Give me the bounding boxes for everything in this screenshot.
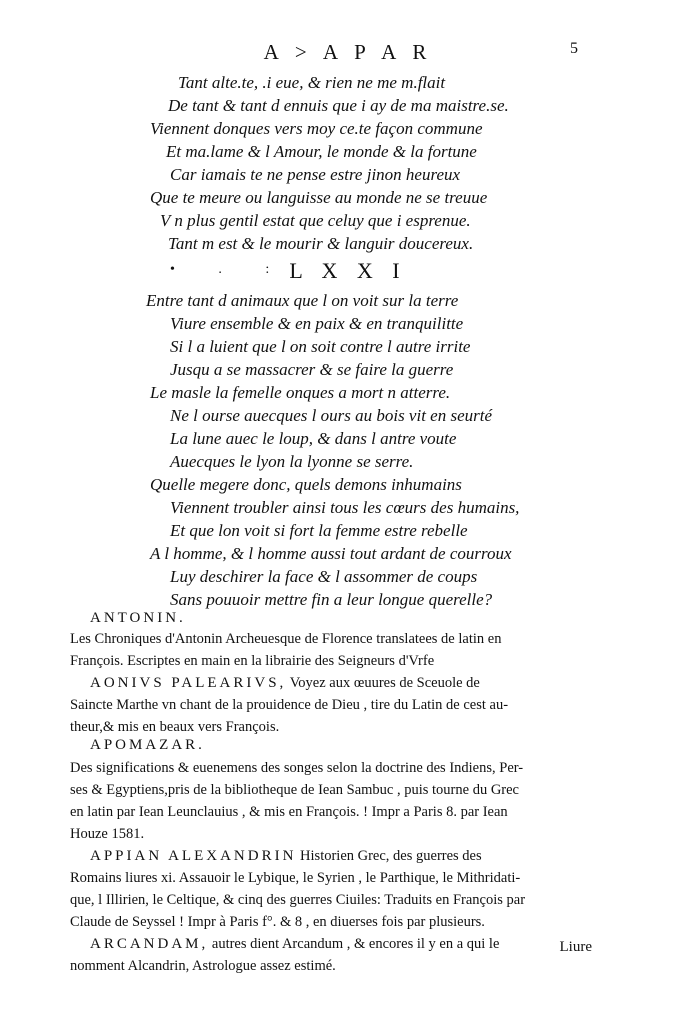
verse-line: Entre tant d animaux que l on voit sur la terre <box>146 291 459 310</box>
entry-heading-antonin: ANTONIN. <box>90 610 186 626</box>
verse-line: Tant alte.te, .i eue, & rien ne me m.flait <box>178 73 446 92</box>
page-mark: 5 <box>570 40 578 57</box>
verse-line: Viennent donques vers moy ce.te façon commune <box>150 119 483 138</box>
section-ornament: • . : <box>170 262 290 277</box>
prose-line: François. Escriptes en main en la librairie des Seigneurs d'Vrfe <box>70 653 435 669</box>
verse-line: Car iamais te ne pense estre jinon heureux <box>170 165 461 184</box>
prose-line: autres dient Arcandum , & encores il y en a qui le <box>211 936 500 952</box>
verse-line: Tant m est & le mourir & languir doucereux. <box>168 234 474 253</box>
entry-heading-apomazar: APOMAZAR. <box>90 737 205 753</box>
verse-line: Et que lon voit si fort la femme estre rebelle <box>170 521 468 540</box>
prose-line: ses & Egyptiens,pris de la bibliotheque de Iean Sambuc , puis tourne du Grec <box>70 782 519 798</box>
verse-line: Que te meure ou languisse au monde ne se treuue <box>150 188 488 207</box>
verse-line: De tant & tant d ennuis que i ay de ma maistre.se. <box>168 96 509 115</box>
entry-appian <box>70 845 630 933</box>
verse-line: A l homme, & l homme aussi tout ardant de courroux <box>150 544 512 563</box>
prose-line: Claude de Seyssel ! Impr à Paris f°. & 8 , en diuerses fois par plusieurs. <box>70 914 485 930</box>
verse-line: V n plus gentil estat que celuy que i esprenue. <box>160 211 471 230</box>
verse-line: Luy deschirer la face & l assommer de coups <box>170 567 478 586</box>
entry-arcandam <box>70 933 630 977</box>
verse-line: Et ma.lame & l Amour, le monde & la fortune <box>166 142 477 161</box>
verse-line: Le masle la femelle onques a mort n atterre. <box>150 383 451 402</box>
entry-apomazar <box>70 757 630 845</box>
verse-line: Auecques le lyon la lyonne se serre. <box>170 452 414 471</box>
prose-line: Houze 1581. <box>70 826 145 842</box>
prose-line: Historien Grec, des guerres des <box>300 848 482 864</box>
entry-aonius <box>70 672 630 738</box>
prose-line: nomment Alcandrin, Astrologue assez estimé. <box>70 958 336 974</box>
catchword: Liure <box>559 939 592 955</box>
verse-line: Quelle megere donc, quels demons inhumains <box>150 475 462 494</box>
prose-line: que, l Illirien, le Celtique, & cinq des guerres Ciuiles: Traduits en François par <box>70 892 526 908</box>
verse-line: Viure ensemble & en paix & en tranquilitte <box>170 314 464 333</box>
sonnet-number: L X X I <box>289 258 407 283</box>
verse-line: Viennent troubler ainsi tous les cœurs des humains, <box>170 498 520 517</box>
prose-line: Romains liures xi. Assauoir le Lybique, le Syrien , le Parthique, le Mithridati- <box>70 870 521 886</box>
verse-line: Jusqu a se massacrer & se faire la guerre <box>170 360 454 379</box>
prose-line: en latin par Iean Leunclauius , & mis en François. ! Impr a Paris 8. par Iean <box>70 804 508 820</box>
prose-line: Les Chroniques d'Antonin Archeuesque de Florence translatees de latin en <box>70 631 502 647</box>
prose-line: Des significations & euenemens des songes selon la doctrine des Indiens, Per- <box>70 760 524 776</box>
entry-antonin <box>70 628 630 672</box>
verse-line: La lune auec le loup, & dans l antre voute <box>170 429 457 448</box>
entry-heading-appian: APPIAN ALEXANDRIN <box>90 848 297 864</box>
prose-line: Saincte Marthe vn chant de la prouidence de Dieu , tire du Latin de cest au- <box>70 697 509 713</box>
entry-heading-arcandam: ARCANDAM, <box>90 936 209 952</box>
verse-line: Ne l ourse auecques l ours au bois vit en seurté <box>170 406 493 425</box>
entry-heading-aonius: AONIVS PALEARIVS, <box>90 675 287 691</box>
verse-line: Si l a luient que l on soit contre l autre irrite <box>170 337 471 356</box>
prose-line: Voyez aux œuures de Sceuole de <box>289 675 480 691</box>
running-title: A > A P A R <box>263 40 433 64</box>
prose-line: theur,& mis en beaux vers François. <box>70 719 280 735</box>
verse-line: Sans pouuoir mettre fin a leur longue querelle? <box>170 590 493 609</box>
